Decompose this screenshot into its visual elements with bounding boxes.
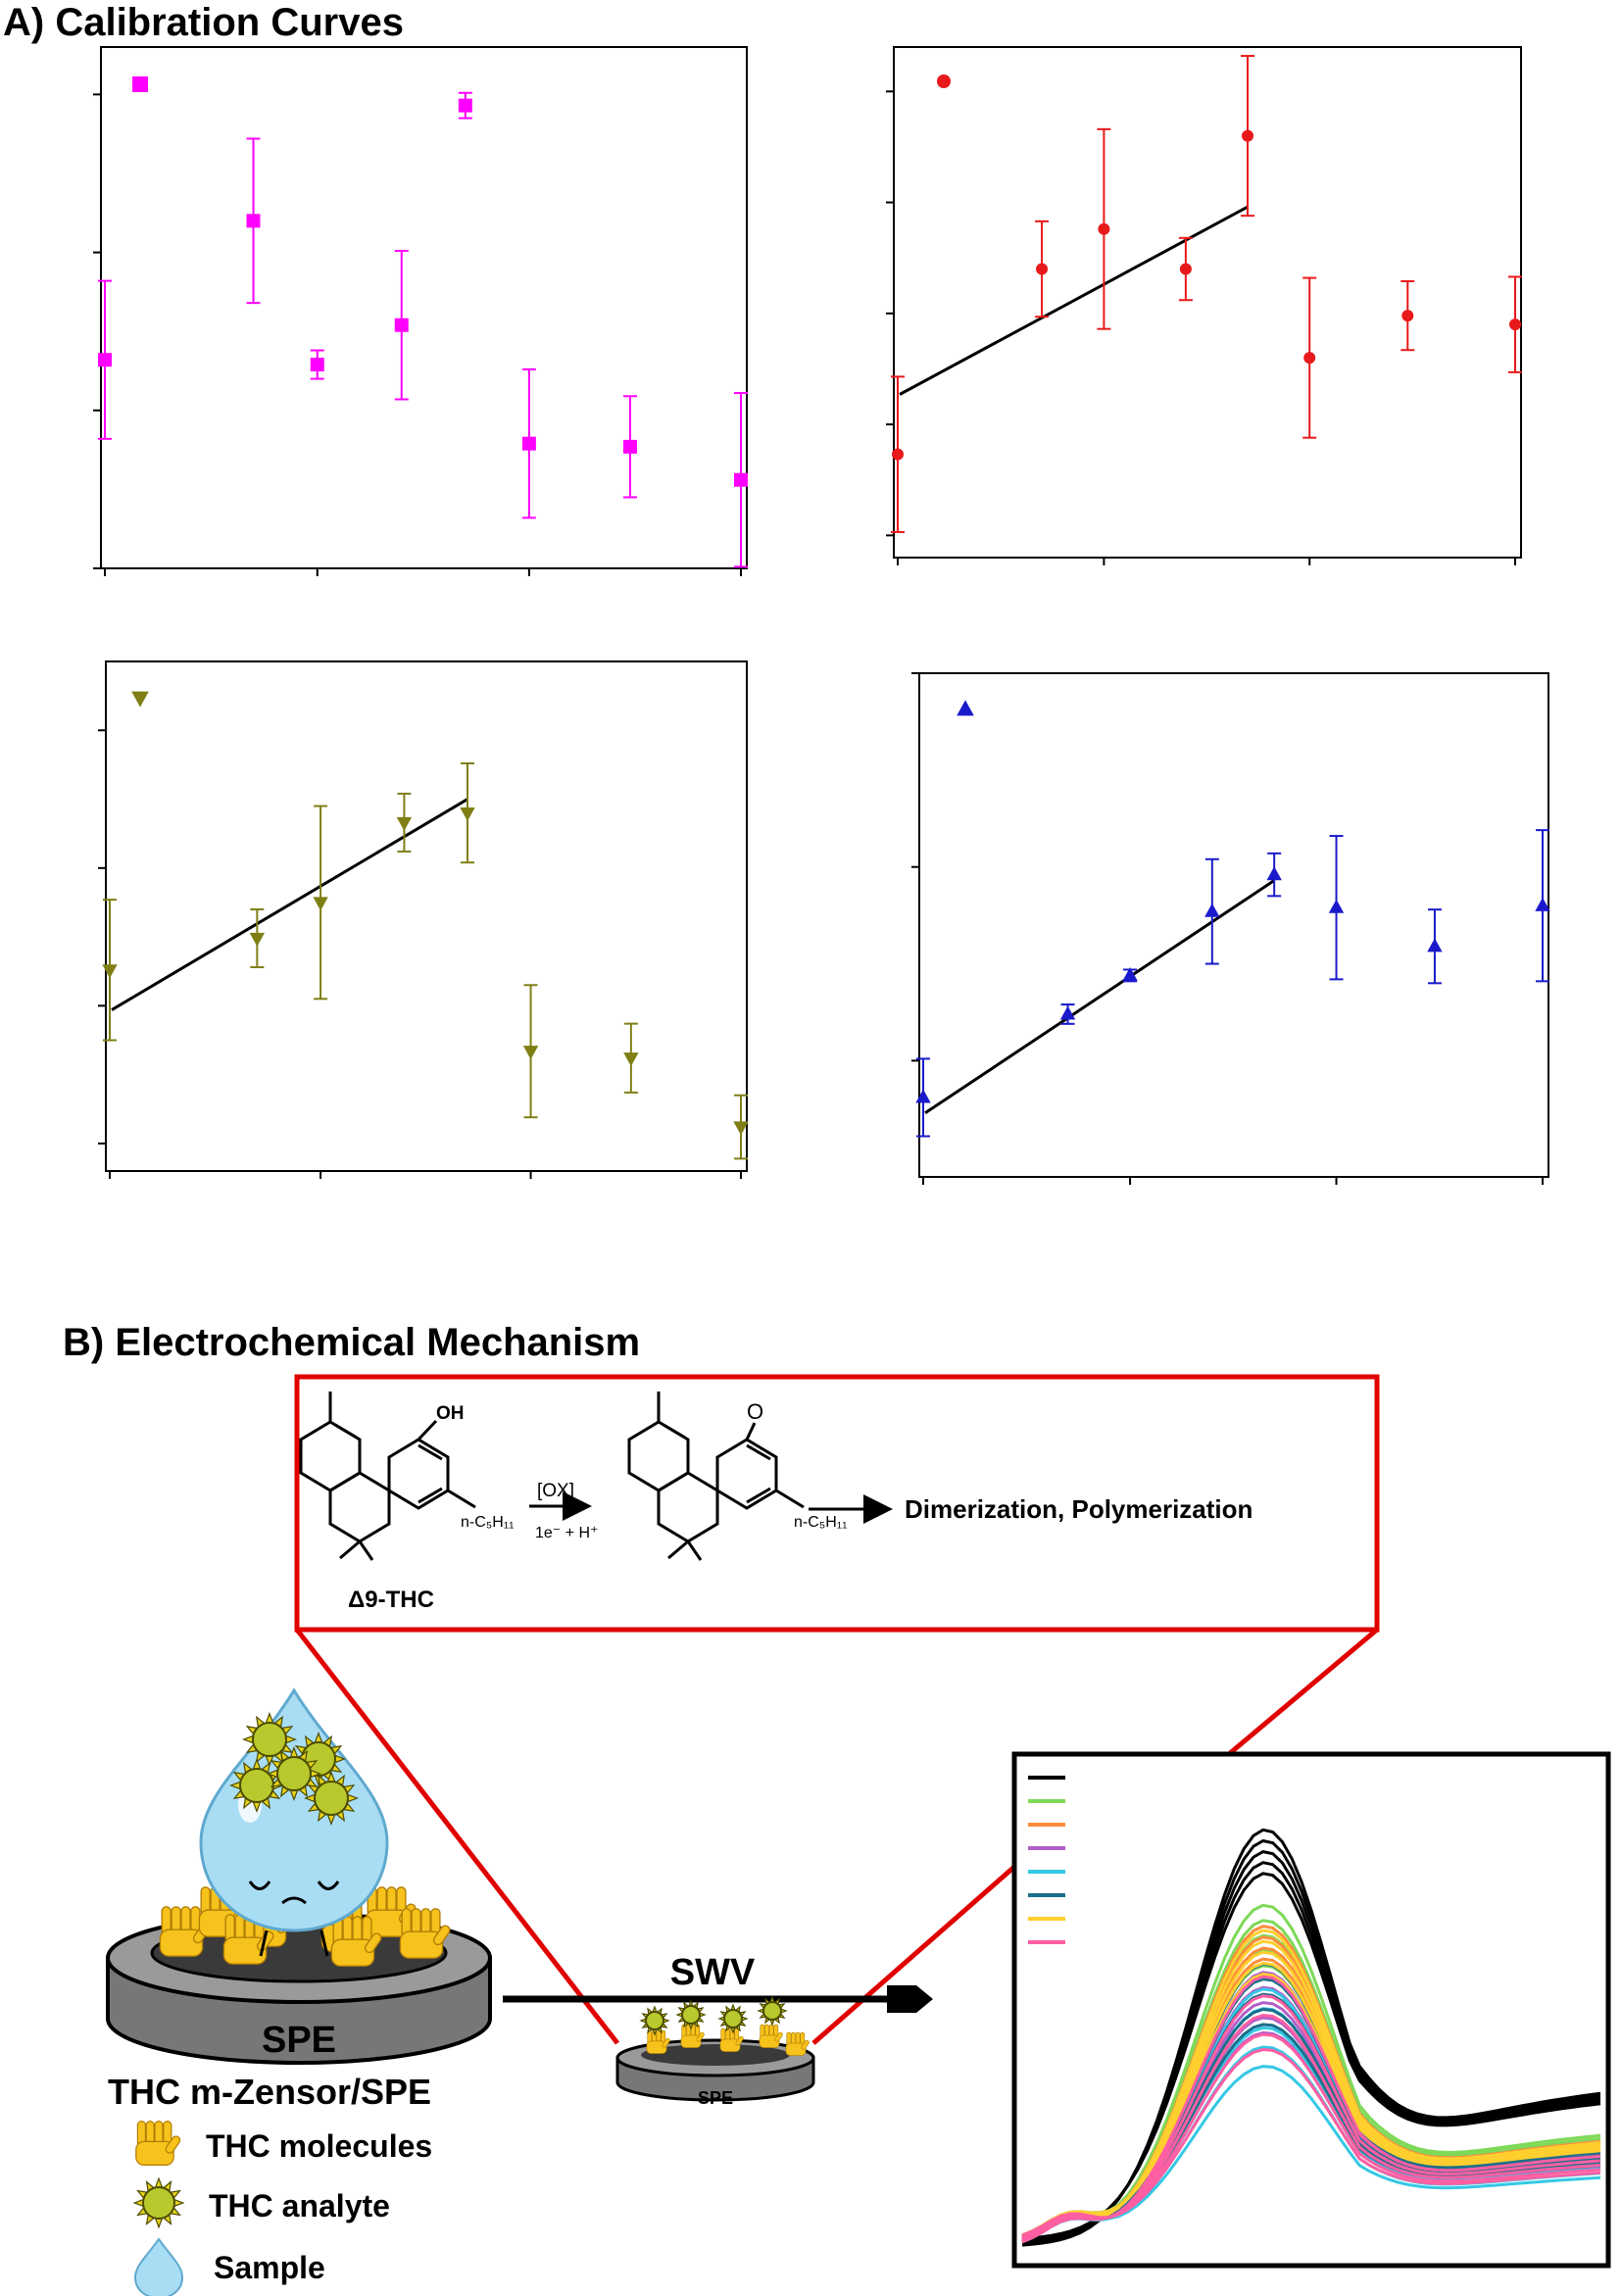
plot-frame: [106, 661, 747, 1171]
swv-arrow-head: [887, 1985, 933, 2013]
oh-label: OH: [436, 1403, 465, 1424]
data-point: [459, 99, 472, 113]
legend-molecules-label: THC molecules: [206, 2128, 433, 2164]
data-point: [1427, 938, 1442, 952]
data-point: [522, 437, 536, 451]
electron-label: 1e⁻ + H⁺: [535, 1525, 599, 1541]
radical-o-label: O: [747, 1399, 764, 1424]
data-point: [250, 933, 265, 947]
zoom-line-right: [1223, 1630, 1377, 1759]
chart-day0: [93, 47, 748, 576]
fit-line: [112, 800, 467, 1010]
legend-sample-label: Sample: [214, 2250, 325, 2285]
legend-marker: [937, 74, 951, 88]
data-point: [1204, 904, 1219, 917]
data-point: [915, 1090, 930, 1103]
thc-compound-label: Δ9-THC: [348, 1587, 434, 1613]
data-point: [102, 964, 117, 978]
fit-line: [900, 207, 1248, 394]
product-label: Dimerization, Polymerization: [905, 1494, 1253, 1524]
sun-core: [143, 2187, 174, 2219]
data-point: [1266, 866, 1281, 880]
data-point: [395, 318, 409, 332]
radical-structure: [629, 1392, 804, 1560]
legend-molecules-icon: [136, 2122, 181, 2166]
swv-label: SWV: [669, 1952, 756, 1993]
legend-marker: [131, 692, 149, 708]
legend-marker: [132, 76, 148, 92]
data-point: [1509, 318, 1521, 330]
zoom-line-swv: [813, 1867, 1014, 2043]
data-point: [311, 358, 324, 371]
data-point: [1329, 900, 1344, 913]
data-point: [460, 807, 474, 821]
fit-line: [925, 881, 1274, 1113]
panel-a-title: A) Calibration Curves: [3, 1, 404, 44]
plot-frame: [894, 47, 1521, 558]
sun-core: [724, 2010, 742, 2027]
small-thc-analyte: [677, 2001, 705, 2028]
plot-frame: [919, 673, 1548, 1177]
legend-hand: [136, 2122, 181, 2166]
oxidation-label: [OX]: [537, 1481, 575, 1501]
chart-swv: [1014, 1754, 1608, 2266]
data-point: [1098, 223, 1109, 235]
legend-analyte-label: THC analyte: [209, 2188, 390, 2223]
chart-day6: [0, 0, 749, 1179]
sun-core: [763, 2002, 781, 2020]
data-point: [397, 817, 412, 831]
chart-day5: [0, 0, 1522, 565]
data-point: [1242, 130, 1253, 142]
data-point: [313, 897, 327, 910]
data-point: [623, 440, 637, 454]
data-point: [734, 473, 748, 487]
sun-core: [682, 2006, 700, 2024]
data-point: [523, 1046, 538, 1059]
data-point: [1303, 352, 1315, 364]
spe-label: SPE: [261, 2020, 337, 2061]
legend-sample-icon: [135, 2239, 182, 2296]
sensor-label: THC m-Zensor/SPE: [108, 2072, 432, 2112]
data-point: [98, 353, 112, 366]
chart-day7: [0, 0, 1550, 1185]
plot-frame: [101, 47, 747, 568]
data-point: [1180, 264, 1192, 275]
legend-analyte-icon: [134, 2178, 183, 2227]
data-point: [623, 1052, 638, 1066]
legend-sun: [134, 2178, 183, 2227]
data-point: [247, 214, 261, 227]
small-spe-label: SPE: [697, 2088, 734, 2108]
sun-ray: [244, 1735, 254, 1742]
small-thc-analyte: [641, 2007, 668, 2034]
data-point: [892, 449, 904, 461]
data-point: [1036, 264, 1048, 275]
sun-ray: [266, 1714, 272, 1724]
chain-label-1: n-C₅H₁₁: [461, 1514, 515, 1531]
data-point: [1401, 310, 1413, 321]
legend-marker: [957, 700, 974, 715]
panel-b-title: B) Electrochemical Mechanism: [63, 1321, 641, 1364]
sun-core: [277, 1757, 311, 1790]
sun-core: [315, 1782, 348, 1815]
chain-label-2: n-C₅H₁₁: [794, 1514, 848, 1531]
sun-core: [646, 2012, 663, 2029]
